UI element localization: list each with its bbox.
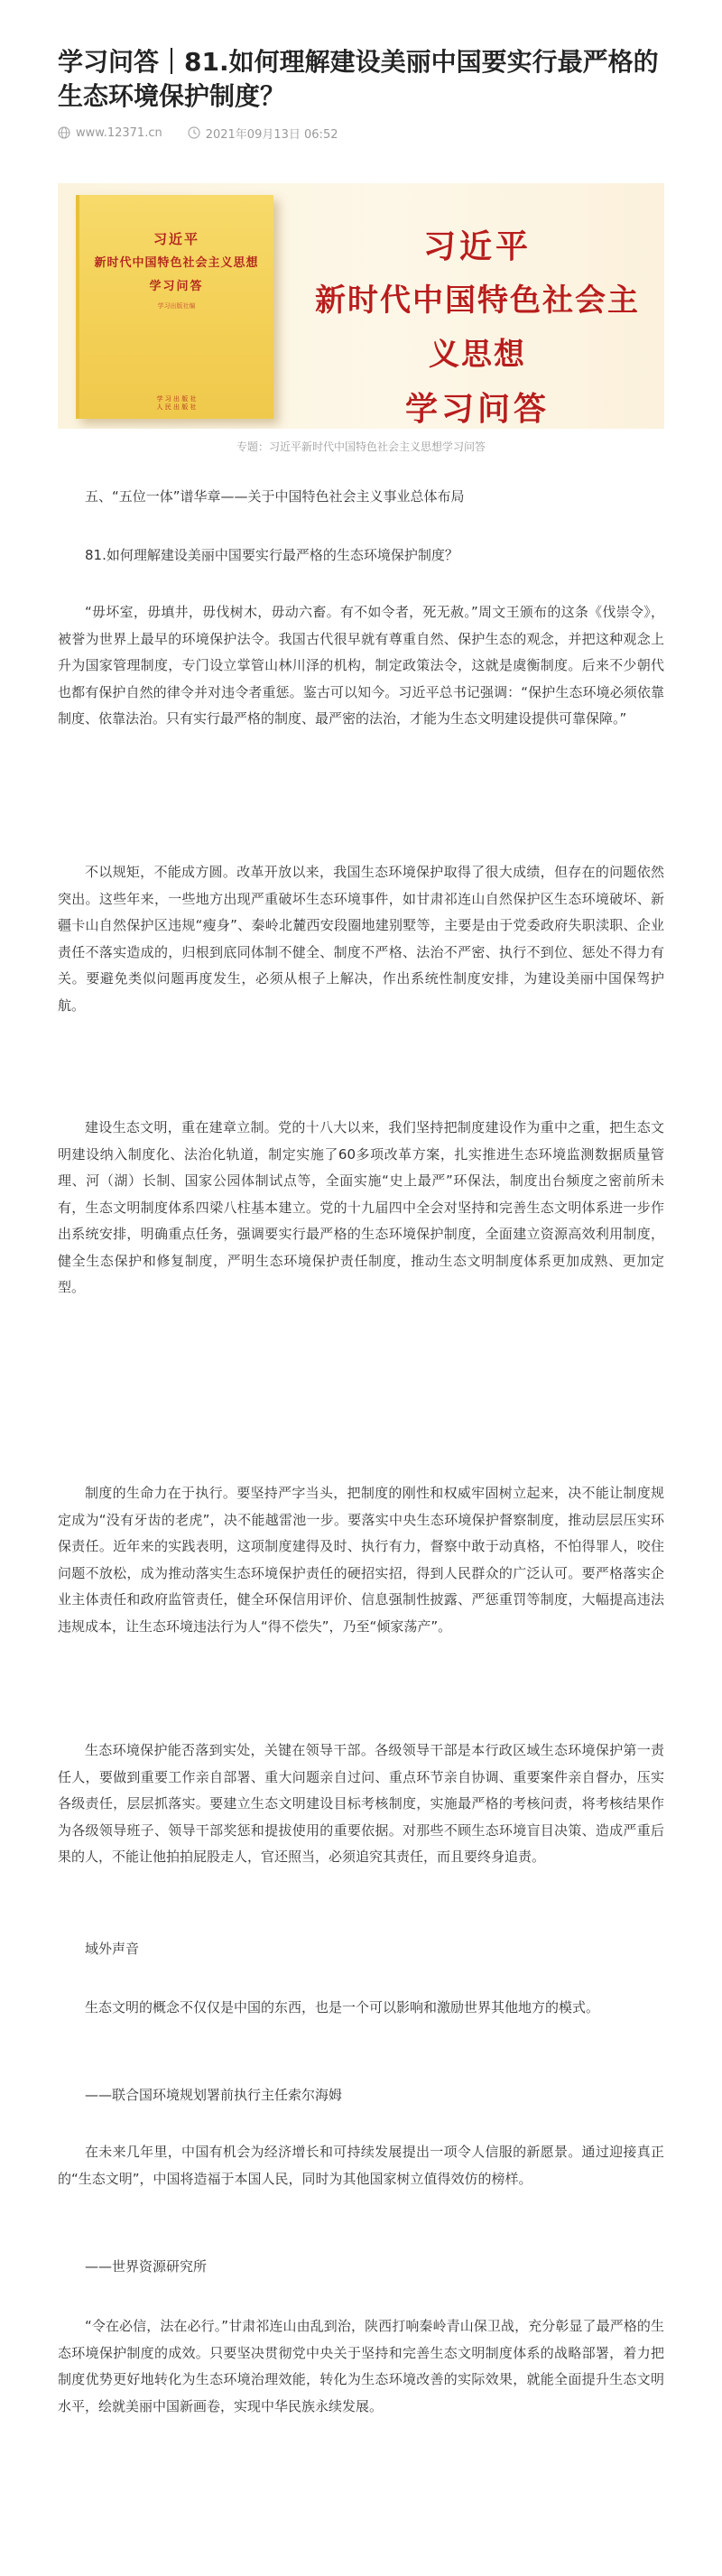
chapter-heading: 五、“五位一体”谱华章——关于中国特色社会主义事业总体布局 (85, 488, 465, 505)
image-caption[interactable]: 专题：习近平新时代中国特色社会主义思想学习问答 (236, 440, 486, 453)
article-meta (58, 124, 363, 142)
date-info (188, 125, 338, 142)
paragraph-5: 生态环境保护能否落到实处，关键在领导干部。各级领导干部是本行政区域生态环境保护第一责任人，要做到重要工作亲自部署、重大问题亲自过问、重点环节亲自协调、重要案件亲自督办，压实各级责任，层层抓落实。要建立生态文明建设目标考核制度，实施最严格的考核问责，将考核结果作为各级领导班子、领导干部奖惩和提拔使用的重要依据。对那些不顾生态环境盲目决策、造成严重后果的人，不能让他拍拍屁股走人，官还照当，必须追究其责任，而且要终身追责。 (58, 1742, 664, 1865)
question-heading: 81.如何理解建设美丽中国要实行最严格的生态环境保护制度？ (85, 547, 458, 563)
clock-icon (188, 126, 200, 139)
book-publisher (79, 395, 273, 412)
article-date: 2021年09月13日 06:52 (205, 127, 338, 142)
quote-1: 生态文明的概念不仅仅是中国的东西，也是一个可以影响和激励世界其他地方的模式。 (85, 1999, 600, 2015)
banner-heading-line3: 学习问答 (404, 390, 550, 428)
book-title-line2: 新时代中国特色社会主义思想 (94, 256, 259, 270)
paragraph-6: “令在必信，法在必行。”甘肃祁连山由乱到治，陕西打响秦岭青山保卫战，充分彰显了最严格的生态环境保护制度的成效。只要坚决贯彻党中央关于坚持和完善生态文明制度体系的战略部署，着力把制度优势更好地转化为生态环境治理效能，转化为生态环境改善的实际效果，就能全面提升生态文明水平，绘就美丽中国新画卷，实现中华民族永续发展。 (58, 2318, 664, 2414)
quote-2-source: ——世界资源研究所 (85, 2258, 208, 2275)
banner-heading (301, 219, 653, 429)
globe-icon (58, 126, 70, 139)
paragraph-1: “毋坏室，毋填井，毋伐树木，毋动六畜。有不如令者，死无赦。”周文王颁布的这条《伐崇令》，被誉为世界上最早的环境保护法令。我国古代很早就有尊重自然、保护生态的观念，并把这种观念上升为国家管理制度，专门设立掌管山林川泽的机构，制定政策法令，这就是虞衡制度。后来不少朝代也都有保护自然的律令并对违令者重惩。鉴古可以知今。习近平总书记强调：“保护生态环境必须依靠制度、依靠法治。只有实行最严格的制度、最严密的法治，才能为生态文明建设提供可靠保障。” (58, 604, 664, 727)
book-publisher-line1: 学 习 出 版 社 (156, 395, 197, 403)
book-title-line1: 习近平 (153, 231, 199, 247)
banner-heading-line2: 新时代中国特色社会主义思想 (315, 283, 640, 373)
paragraph-3: 建设生态文明，重在建章立制。党的十八大以来，我们坚持把制度建设作为重中之重，把生态文明建设纳入制度化、法治化轨道，制定实施了60多项改革方案，扎实推进生态环境监测数据质量管理、河（湖）长制、国家公园体制试点等，全面实施“史上最严”环保法，制度出台频度之密前所未有，生态文明制度体系四梁八柱基本建立。党的十九届四中全会对坚持和完善生态文明体系进一步作出系统安排，明确重点任务，强调要实行最严格的生态环境保护制度，全面建立资源高效利用制度，健全生态保护和修复制度，严明生态环境保护责任制度，推动生态文明制度体系更加成熟、更加定型。 (58, 1119, 664, 1295)
book-title-line3: 学习问答 (149, 280, 204, 293)
source-info (58, 126, 162, 140)
book-cover (76, 195, 273, 419)
quote-1-source: ——联合国环境规划署前执行主任索尔海姆 (85, 2087, 343, 2103)
article-title: 学习问答｜81.如何理解建设美丽中国要实行最严格的生态环境保护制度？ (58, 47, 659, 111)
paragraph-2: 不以规矩，不能成方圆。改革开放以来，我国生态环境保护取得了很大成绩，但存在的问题依然突出。这些年来，一些地方出现严重破坏生态环境事件，如甘肃祁连山自然保护区生态环境破坏、新疆卡山自然保护区违规“瘦身”、秦岭北麓西安段圈地建别墅等，主要是由于党委政府失职渎职、企业责任不落实造成的，归根到底同体制不健全、制度不严格、法治不严密、执行不到位、惩处不得力有关。要避免类似问题再度发生，必须从根子上解决，作出系统性制度安排，为建设美丽中国保驾护航。 (58, 864, 664, 1014)
book-subtitle: 学习出版社编 (157, 302, 196, 310)
banner-image (58, 183, 664, 429)
book-publisher-line2: 人 民 出 版 社 (156, 403, 197, 411)
paragraph-4: 制度的生命力在于执行。要坚持严字当头，把制度的刚性和权威牢固树立起来，决不能让制度规定成为“没有牙齿的老虎”，决不能越雷池一步。要落实中央生态环境保护督察制度，推动层层压实环保责任。近年来的实践表明，这项制度建得及时、执行有力，督察中敢于动真格，不怕得罪人，咬住问题不放松，成为推动落实生态环境保护责任的硬招实招，得到人民群众的广泛认可。要严格落实企业主体责任和政府监管责任，健全环保信用评价、信息强制性披露、严惩重罚等制度，大幅提高违法违规成本，让生态环境违法行为人“得不偿失”，乃至“倾家荡产”。 (58, 1485, 664, 1635)
quote-2: 在未来几年里，中国有机会为经济增长和可持续发展提出一项令人信服的新愿景。通过迎接真正的“生态文明”，中国将造福于本国人民，同时为其他国家树立值得效仿的榜样。 (58, 2144, 664, 2187)
banner-heading-line1: 习近平 (422, 227, 532, 265)
article-source[interactable]: www.12371.cn (76, 125, 162, 140)
foreign-voices-heading: 域外声音 (85, 1941, 140, 1957)
